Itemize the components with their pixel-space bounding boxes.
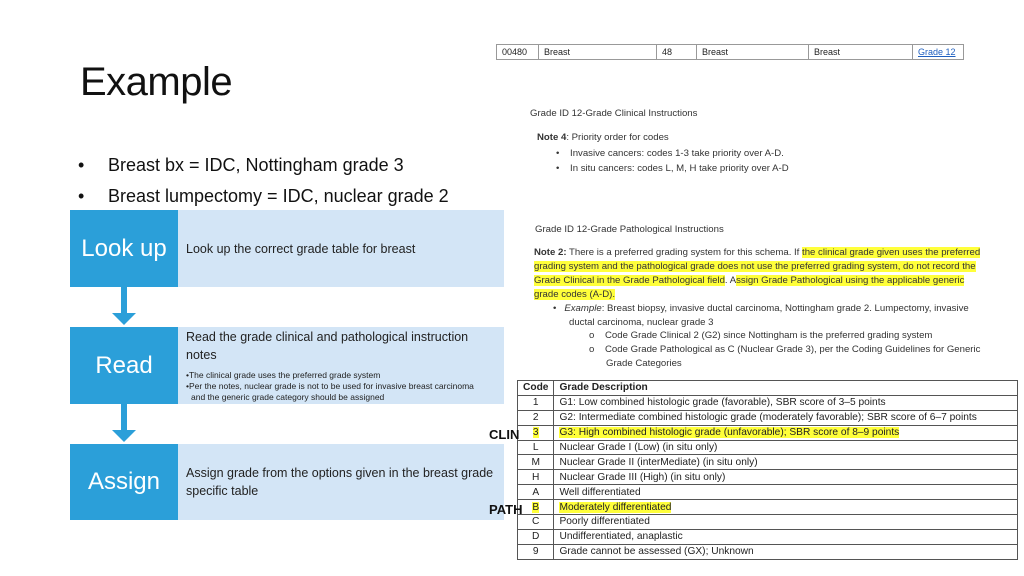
table-row xyxy=(518,395,1018,410)
highlighted-text: ssign Grade Pathological using the applicable generic xyxy=(736,275,965,286)
down-arrow-icon xyxy=(112,287,136,327)
grade-description-text: Moderately differentiated xyxy=(559,501,672,513)
grade-code: M xyxy=(518,455,554,470)
clinical-item-text: Invasive cancers: codes 1-3 take priority over A-D. xyxy=(570,148,784,159)
column-header: Grade Description xyxy=(554,381,1018,396)
note-label: Note 4 xyxy=(537,132,567,143)
pathological-example: • Example: Breast biopsy, invasive ductal carcinoma, Nottingham grade 2. Lumpectomy, invasive ductal carcinoma, nuclear grade 3 xyxy=(553,302,1013,330)
grade-description xyxy=(554,470,1018,485)
grade-code xyxy=(518,425,554,440)
grade-description-text: Undifferentiated, anaplastic xyxy=(559,531,683,543)
sub-item-text: Code Grade Pathological as C (Nuclear Grade 3), per the Coding Guidelines for Generic xyxy=(605,344,981,355)
pathological-heading: Grade ID 12-Grade Pathological Instructions xyxy=(535,224,724,235)
example-text: ductal carcinoma, nuclear grade 3 xyxy=(569,317,714,328)
grade-code: 1 xyxy=(518,395,554,410)
sub-item-text: Grade Categories xyxy=(606,358,682,369)
clin-marker: CLIN xyxy=(489,427,520,442)
note-text: There is a preferred grading system for this schema. If xyxy=(566,247,803,258)
table-header-row xyxy=(518,381,1018,396)
clinical-item: • In situ cancers: codes L, M, H take priority over A-D xyxy=(556,163,789,174)
bullet-item: • Breast lumpectomy = IDC, nuclear grade 2 xyxy=(78,181,449,212)
grade-description-text: G3: High combined histologic grade (unfavorable); SBR score of 8–9 points xyxy=(559,427,900,439)
table-row xyxy=(518,410,1018,425)
grade-code: 2 xyxy=(518,410,554,425)
grade-description xyxy=(554,515,1018,530)
step-read-note: •The clinical grade uses the preferred grade system xyxy=(186,370,381,380)
grade-code: 9 xyxy=(518,544,554,559)
step-assign-label: Assign xyxy=(70,444,178,520)
highlighted-text: grade codes (A-D). xyxy=(534,289,616,300)
grade-table xyxy=(517,380,1018,560)
grade-description xyxy=(554,425,1018,440)
grade-code: H xyxy=(518,470,554,485)
table-cell: Breast xyxy=(809,45,913,60)
example-text: : Breast biopsy, invasive ductal carcinoma, Nottingham grade 2. Lumpectomy, invasive xyxy=(601,303,969,314)
grade-description-text: Nuclear Grade II (interMediate) (in situ only) xyxy=(559,456,758,468)
table-row xyxy=(518,529,1018,544)
column-header: Code xyxy=(518,381,554,396)
grade-description-text: Nuclear Grade I (Low) (in situ only) xyxy=(559,442,718,453)
table-row xyxy=(518,544,1018,559)
table-cell: Breast xyxy=(697,45,809,60)
note-text: . A xyxy=(724,275,737,286)
table-row xyxy=(518,500,1018,515)
step-lookup-body xyxy=(178,210,504,287)
table-row xyxy=(518,455,1018,470)
step-assign-body xyxy=(178,444,504,520)
step-read-text: Read the grade clinical and pathological instruction notes xyxy=(186,330,469,362)
grade-description xyxy=(554,440,1018,455)
grade-code: C xyxy=(518,515,554,530)
highlighted-text: grading system and the pathological grade does not use the preferred grading system, do not record the xyxy=(534,261,976,272)
step-lookup-label: Look up xyxy=(70,210,178,287)
grade-description-text: G1: Low combined histologic grade (favorable), SBR score of 3–5 points xyxy=(559,397,886,409)
grade-description xyxy=(554,544,1018,559)
grade-description-text: Grade cannot be assessed (GX); Unknown xyxy=(559,546,754,558)
grade-description xyxy=(554,529,1018,544)
step-assign-text: Assign grade from the options given in the breast grade specific table xyxy=(186,466,494,498)
pathological-note xyxy=(534,246,1014,302)
example-label: Example xyxy=(564,303,602,314)
note-label: Note 2: xyxy=(534,247,567,258)
clinical-heading: Grade ID 12-Grade Clinical Instructions xyxy=(530,108,698,119)
bullet-item: • Breast bx = IDC, Nottingham grade 3 xyxy=(78,150,449,181)
step-read-label: Read xyxy=(70,327,178,404)
table-row xyxy=(497,45,964,60)
table-row xyxy=(518,470,1018,485)
sub-item-text: Code Grade Clinical 2 (G2) since Nottingham is the preferred grading system xyxy=(605,330,933,341)
grade-description xyxy=(554,455,1018,470)
grade-description xyxy=(554,410,1018,425)
slide-title: Example xyxy=(80,60,233,104)
grade-code: L xyxy=(518,440,554,455)
grade-description-text: Well differentiated xyxy=(559,486,641,498)
grade-code-text: 3 xyxy=(532,427,539,439)
step-lookup-text: Look up the correct grade table for breast xyxy=(186,242,416,256)
highlighted-text: the clinical grade given uses the preferred xyxy=(802,247,981,258)
grade-code: A xyxy=(518,485,554,500)
highlighted-text: Grade Clinical in the Grade Pathological field xyxy=(534,275,725,286)
bullet-list xyxy=(78,150,449,212)
step-read-note: and the generic grade category should be assigned xyxy=(191,392,385,402)
schema-table-snippet xyxy=(496,36,964,66)
table-cell: Breast xyxy=(539,45,657,60)
table-row xyxy=(518,425,1018,440)
step-read-body xyxy=(178,327,504,404)
table-row xyxy=(518,515,1018,530)
grade-description-text: G2: Intermediate combined histologic grade (moderately favorable); SBR score of 6–7 points xyxy=(559,412,977,424)
grade-description xyxy=(554,500,1018,515)
step-read-note: •Per the notes, nuclear grade is not to be used for invasive breast carcinoma xyxy=(186,381,474,391)
clinical-note xyxy=(537,131,669,145)
clinical-item: • Invasive cancers: codes 1-3 take priority over A-D. xyxy=(556,148,784,159)
grade-code: D xyxy=(518,529,554,544)
clinical-item-text: In situ cancers: codes L, M, H take priority over A-D xyxy=(570,163,789,174)
table-row xyxy=(518,440,1018,455)
grade-description-text: Poorly differentiated xyxy=(559,516,650,528)
grade-description xyxy=(554,485,1018,500)
grade-code xyxy=(518,500,554,515)
grade-description-text: Nuclear Grade III (High) (in situ only) xyxy=(559,471,726,483)
note-text: : Priority order for codes xyxy=(566,132,669,143)
pathological-sub-items: o Code Grade Clinical 2 (G2) since Nottingham is the preferred grading system o Code Grade Pathological as C (Nuclear Grade 3), per the Coding Guidelines for Generic Grade Categories xyxy=(589,329,1009,371)
table-cell: 00480 xyxy=(497,45,539,60)
path-marker: PATH xyxy=(489,502,523,517)
grade-description xyxy=(554,395,1018,410)
down-arrow-icon xyxy=(112,404,136,444)
grade-code-text: B xyxy=(532,501,540,513)
table-cell: 48 xyxy=(657,45,697,60)
table-row xyxy=(518,485,1018,500)
grade-link[interactable]: Grade 12 xyxy=(913,45,964,60)
